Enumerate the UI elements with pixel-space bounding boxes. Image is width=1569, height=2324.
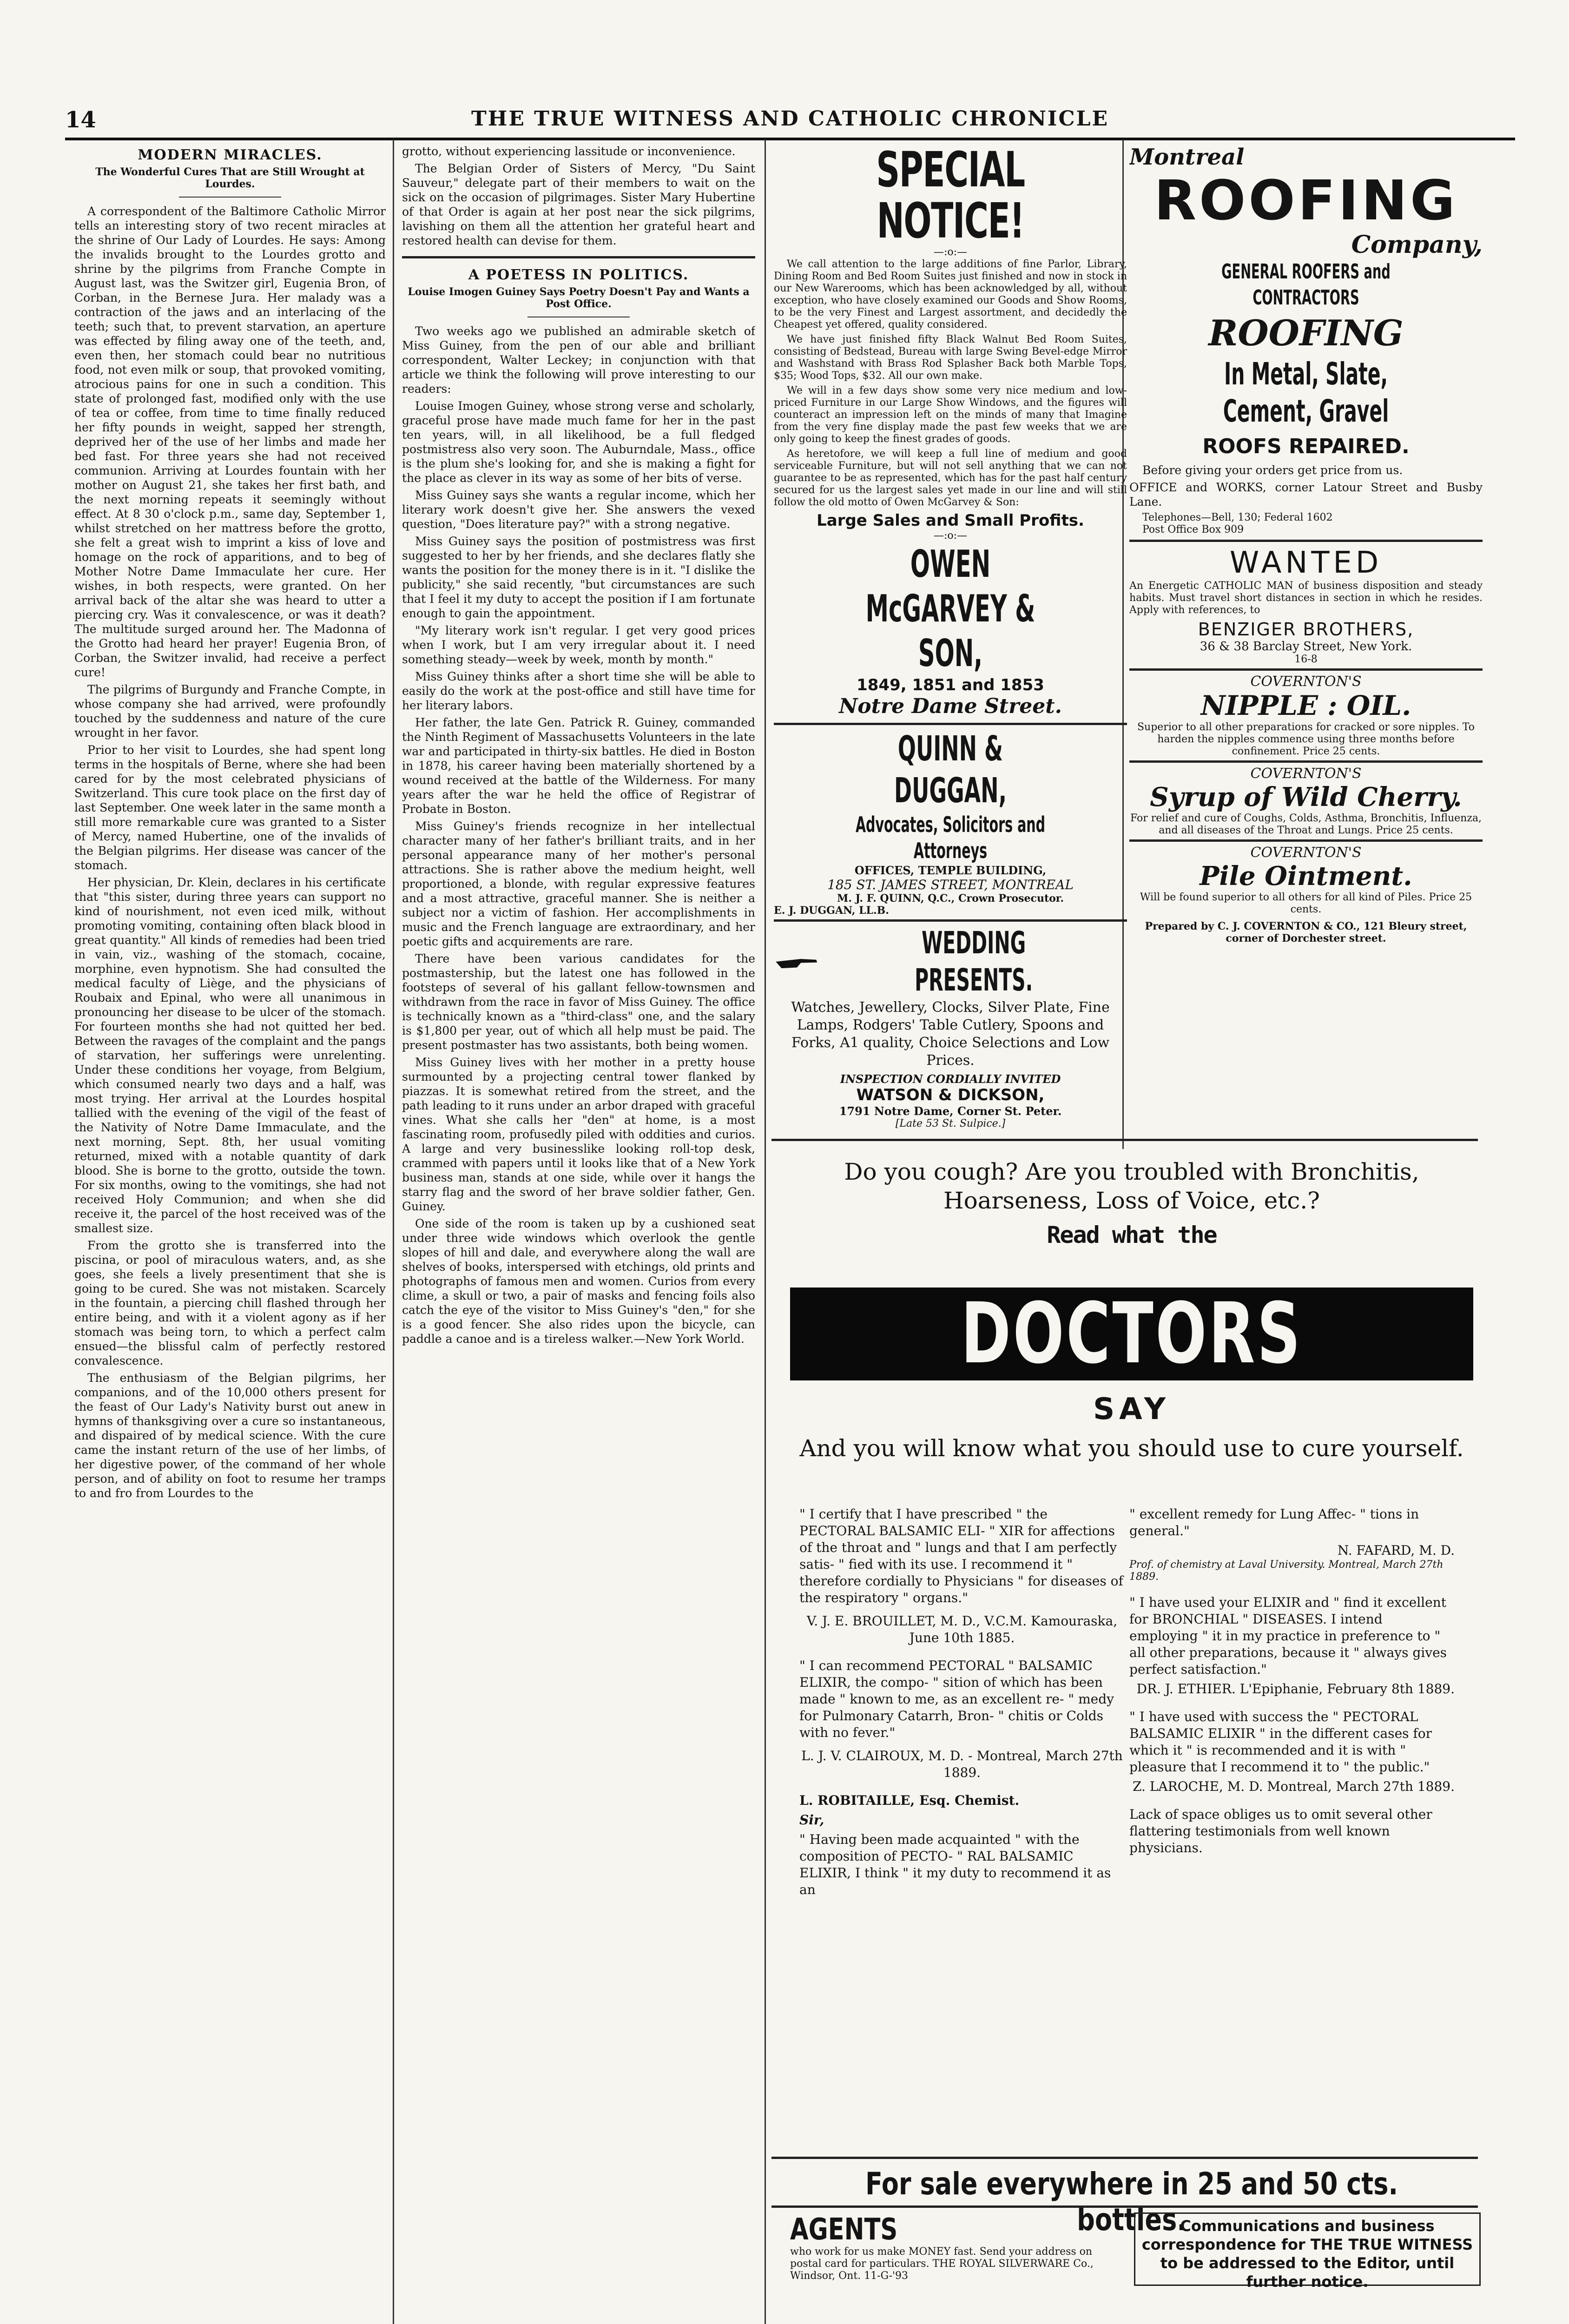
montreal-label: Montreal <box>1129 144 1245 170</box>
furniture-and-legal-ads <box>774 144 1127 1140</box>
article-heading: MODERN MIRACLES. <box>138 147 323 163</box>
telephones: Telephones—Bell, 130; Federal 1602 <box>1142 512 1333 523</box>
roofing-title: ROOFING <box>1154 168 1458 232</box>
paragraph: Miss Guiney lives with her mother in a pretty house surmounted by a projecting central tower flanked by piazzas. It is somewhat retired from the street, and the path leading to it runs under an arbor draped with graceful vines. What she calls her "den" at home, is a most fascinating room, profusedly piled with oddities and curios. A large and very businesslike looking roll-top desk, crammed with papers until it looks like that of a New York business man, stands at one side, while over it hangs the starry flag and the sword of her brave soldier father, Gen. Guiney. <box>402 1056 755 1213</box>
paragraph: Her father, the late Gen. Patrick R. Guiney, commanded the Ninth Regiment of Massachusetts Volunteers in the late war and participated in thirty-six battles. He died in Boston in 1878, his career having been materially shortened by a wound received at the battle of the Wilderness. For many years after the war he held the office of Registrar of Probate in Boston. <box>402 716 755 816</box>
communications-text: Communications and business correspondence for THE TRUE WITNESS to be addressed to the Editor, until further notice. <box>1141 2217 1473 2291</box>
paragraph: "My literary work isn't regular. I get very good prices when I work, but I am very irregular about it. I need something steady—week by week, month by month." <box>402 624 755 666</box>
notice-paragraph: We will in a few days show some very nice medium and low-priced Furniture in our Large Show Windows, and the figures will counteract an impression left on the minds of many that Imagine from the very fine display made the past few weeks that we are only going to keep the finest grades of goods. <box>774 385 1127 445</box>
benziger-address: 36 & 38 Barclay Street, New York. <box>1200 640 1412 654</box>
testimonial: " I can recommend PECTORAL " BALSAMIC ELIXIR, the compo- " sition of which has been made " known to me, as an excellent re- " medy for Pulmonary Catarrh, Bron- " chitis or Colds with no fever." <box>799 1658 1114 1740</box>
late-address: [Late 53 St. Sulpice.] <box>895 1118 1006 1129</box>
nipple-oil-text: Superior to all other preparations for cracked or sore nipples. To harden the nipples commence using three months before confinement. Price 25 cents. <box>1137 721 1475 757</box>
ad-divider <box>1129 839 1483 842</box>
paragraph: Miss Guiney thinks after a short time she will be able to easily do the work at the post-office and still have time for her literary labors. <box>402 670 755 712</box>
paragraph: A correspondent of the Baltimore Catholic Mirror tells an interesting story of two recent miracles at the shrine of Our Lady of Lourdes. He says: Among the invalids brought to the Lourdes grotto and shrine by the pilgrims from Franche Compte in August last, was the Switzer girl, Eugenia Bron, of Corban, in the Bernese Jura. Her malady was a contraction of the jaws and an interlacing of the teeth; such that, to prevent starvation, an aperture was effected by filing away one of the teeth, and, even then, her stomach could bear no nutritious food, not even milk or soup, that provoked vomiting, atrocious pains for one in such a condition. This state of prolonged fast, modified only with the use of tea or coffee, from time to time finally reduced her fifty pounds in weight, sapped her strength, deprived her of the use of her limbs and made her bed fast. For three years she had not received communion. Arriving at Lourdes fountain with her mother on August 21, she takes her first bath, and the next morning repeats it seemingly without effect. At 8 30 o'clock p.m., same day, September 1, whilst stretched on her mattress before the grotto, she felt a great wish to imprint a kiss of love and homage on the rock of apparitions, and to beg of Mother Notre Dame Immaculate her cure. Her wishes, in both respects, were granted. On her arrival back of the altar she was heard to utter a piercing cry. Was it convalescence, or was it death? The multitude surged around her. The Madonna of the Grotto had heard her prayer! Eugenia Bron, of Corban, the Switzer invalid, had receive a perfect cure! <box>74 205 386 679</box>
testimonial: " I certify that I have prescribed " the PECTORAL BALSAMIC ELI- " XIR for affections of the throat and " lungs and that I am perfectly satis- " fied with its use. I recommend it " therefore cordially to Physicians " for diseases of the respiratory " organs." <box>799 1506 1123 1605</box>
say-word: SAY <box>1093 1392 1170 1426</box>
column-divider <box>393 139 394 2324</box>
know-line: And you will know what you should use to cure yourself. <box>799 1435 1464 1462</box>
paragraph: Her physician, Dr. Klein, declares in his certificate that "this sister, during three years can support no kind of nourishment, not even iced milk, without promoting vomiting, containing often black blood in great quantity." All kinds of remedies had been tried in vain, viz., washing of the stomach, cocaine, morphine, even hypnotism. She had consulted the medical faculty of Liège, and the physicians of Roubaix and Epinal, who were all unanimous in pronouncing her disease to be ulcer of the stomach. For fourteen months she had not quitted her bed. Between the ravages of the complaint and the pangs of starvation, her sufferings were unrelenting. Under these conditions her voyage, from Belgium, which consumed nearly two days and a half, was most trying. Her arrival at the Lourdes hospital tallied with the evening of the vigil of the feast of the Nativity of Notre Dame Immaculate, and the next morning, Sept. 8th, her usual vomiting returned, mixed with a notable quantity of dark blood. She is borne to the grotto, outside the town. For six months, owing to the vomitings, she had not received Holy Communion; and when she did receive it, the parcel of the host received was of the smallest size. <box>74 876 386 1235</box>
nipple-oil-title: NIPPLE : OIL. <box>1200 690 1411 721</box>
special-notice-heading: SPECIAL NOTICE! <box>876 144 1025 249</box>
newspaper-title: THE TRUE WITNESS AND CATHOLIC CHRONICLE <box>471 107 1109 131</box>
paragraph: Miss Guiney says the position of postmistress was first suggested to her by her friends, and she declares flatly she wants the position for the money there is in it. "I dislike the publicity," she said recently, "but circumstances are such that I feel it my duty to accept the position if I am fortunate enough to gain the appointment. <box>402 535 755 620</box>
article-subheading: Louise Imogen Guiney Says Poetry Doesn't Pay and Wants a Post Office. <box>408 286 750 310</box>
advocates-line: Advocates, Solicitors and Attorneys <box>855 812 1046 863</box>
article-modern-miracles <box>74 144 386 2320</box>
ad-divider <box>774 919 1127 922</box>
testimonial: " Having been made acquainted " with the composition of PECTO- " RAL BALSAMIC ELIXIR, I think " it my duty to recommend it as an <box>799 1832 1111 1897</box>
general-roofers: GENERAL ROOFERS and CONTRACTORS <box>1221 260 1391 310</box>
column-divider <box>765 139 766 2324</box>
article-subheading: The Wonderful Cures That are Still Wrought at Lourdes. <box>95 166 365 190</box>
paragraph: Prior to her visit to Lourdes, she had spent long terms in the hospitals of Berne, where she had been cared for by the most celebrated physicians of Switzerland. This cure took place on the first day of last September. One week later in the same month a still more remarkable cure was granted to a Sister of Mercy, named Hubertine, one of the invalids of the Belgian pilgrims. Her disease was cancer of the stomach. <box>74 743 386 872</box>
ad-divider <box>1129 540 1483 542</box>
paragraph: Two weeks ago we published an admirable sketch of Miss Guiney, from the pen of our able and brilliant correspondent, Walter Leckey; in conjunction with that article we think the following will prove interesting to our readers: <box>402 324 755 396</box>
paragraph: There have been various candidates for the postmastership, but the latest one has followed in the footsteps of several of his gallant fellow-townsmen and withdrawn from the race in favor of Miss Guiney. The office is technically known as a "third-class" one, and the salary is $1,800 per year, out of which all help must be paid. The present postmaster has two assistants, both being women. <box>402 952 755 1052</box>
notice-paragraph: As heretofore, we will keep a full line of medium and good serviceable Furniture, but will not sell anything that we can not guarantee to be as represented, which has for the past half century secured for us the largest sales yet made in our line and will still follow the old motto of Owen McGarvey & Son: <box>774 448 1127 508</box>
testimonials-left <box>799 1506 1125 1898</box>
wanted-heading: WANTED <box>1229 546 1383 580</box>
covernton-prepared: Prepared by C. J. COVERNTON & CO., 121 Bleury street, corner of Dorchester street. <box>1145 920 1467 944</box>
doctors-banner <box>790 1287 1473 1380</box>
doctors-question: Do you cough? Are you troubled with Bronchitis, Hoarseness, Loss of Voice, etc.? <box>844 1158 1419 1214</box>
wanted-text: An Energetic CATHOLIC MAN of business disposition and steady habits. Must travel short distances in section in which he resides. Apply with references, to <box>1129 580 1483 616</box>
addressee: L. ROBITAILLE, Esq. Chemist. <box>799 1793 1020 1808</box>
doctors-word: DOCTORS <box>961 1285 1303 1382</box>
company-label: Company, <box>1351 231 1483 259</box>
testimonial-signature: Z. LAROCHE, M. D. Montreal, March 27th 1889. <box>1133 1779 1455 1794</box>
page-header <box>65 107 1515 135</box>
wedding-text: Watches, Jewellery, Clocks, Silver Plate, Fine Lamps, Rodgers' Table Cutlery, Spoons and Forks, A1 quality, Choice Selections and Low Prices. <box>791 999 1110 1069</box>
salutation: Sir, <box>799 1812 824 1828</box>
ad-divider <box>771 1139 1478 1141</box>
pointing-hand-icon <box>774 950 820 973</box>
ad-divider <box>774 723 1127 725</box>
testimonial-signature: V. J. E. BROUILLET, M. D., V.C.M. Kamouraska, June 10th 1885. <box>806 1613 1118 1645</box>
notice-paragraph: We have just finished fifty Black Walnut Bed Room Suites, consisting of Bedstead, Bureau with large Swing Bevel-edge Mirror and Washstand with Brass Rod Splasher Back both Marble Tops, $35; Wood Tops, $32. All our own make. <box>774 334 1127 382</box>
offices-line: OFFICES, TEMPLE BUILDING, <box>854 864 1047 877</box>
paragraph: From the grotto she is transferred into the piscina, or pool of miraculous waters, and, as she goes, she feels a lively presentiment that she is going to be cured. She was not mistaken. Scarcely in the fountain, a piercing chill flashed through her entire being, and with it a violent agony as if her stomach was being torn, to which a perfect calm ensued—the blissful calm of perfectly restored convalescence. <box>74 1239 386 1367</box>
benziger-ref: 16-8 <box>1294 654 1318 665</box>
ad-divider <box>1129 760 1483 763</box>
wild-cherry-text: For relief and cure of Coughs, Colds, Asthma, Bronchitis, Influenza, and all diseases of the Throat and Lungs. Price 25 cents. <box>1130 812 1482 836</box>
testimonial: " excellent remedy for Lung Affec- " tions in general." <box>1129 1506 1419 1538</box>
street: Notre Dame Street. <box>839 694 1062 718</box>
covernton-label: COVERNTON'S <box>1250 766 1362 782</box>
divider-mark: —:o:— <box>933 246 968 258</box>
paragraph: Miss Guiney says she wants a regular income, which her literary work doesn't give her. She answers the vexed question, "Does literature pay?" with a strong negative. <box>402 489 755 531</box>
covernton-label: COVERNTON'S <box>1250 673 1362 690</box>
closing-note: Lack of space obliges us to omit several other flattering testimonials from well known physicians. <box>1129 1807 1432 1855</box>
paragraph: The pilgrims of Burgundy and Franche Compte, in whose company she had arrived, were profoundly touched by the suddenness and nature of the cure wrought in her favor. <box>74 683 386 739</box>
ad-divider <box>1129 668 1483 671</box>
owen-mcgarvey-name: OWEN McGARVEY & SON, <box>865 542 1035 675</box>
inspection-line: INSPECTION CORDIALLY INVITED <box>840 1072 1061 1086</box>
pile-ointment-title: Pile Ointment. <box>1200 861 1412 891</box>
testimonial: " I have used with success the " PECTORAL BALSAMIC ELIXIR " in the different cases for which it " is recommended and it is with " pleasure that I recommend it to " the public." <box>1129 1709 1432 1775</box>
agents-text: who work for us make MONEY fast. Send your address on postal card for particulars. THE ROYAL SILVERWARE Co., Windsor, Ont. 11-G-'93 <box>790 2246 1094 2282</box>
motto: Large Sales and Small Profits. <box>817 511 1084 530</box>
years: 1849, 1851 and 1853 <box>857 676 1044 694</box>
testimonial-affiliation: Prof. of chemistry at Laval University. Montreal, March 27th 1889. <box>1129 1559 1444 1583</box>
for-sale-line: For sale everywhere in 25 and 50 cts. bottles. <box>865 2166 1398 2238</box>
doctors-ad-header <box>790 1157 1473 1248</box>
testimonial-signature: DR. J. ETHIER. L'Epiphanie, February 8th 1889. <box>1136 1681 1455 1697</box>
paragraph: The Belgian Order of Sisters of Mercy, "Du Saint Sauveur," delegate part of their members to wait on the sick on the occasion of pilgrimages. Sister Mary Hubertine of that Order is again at her post near the sick pilgrims, lavishing on them all the attention her grateful heart and restored health can devise for them. <box>402 162 755 247</box>
quinn-duggan-name: QUINN & DUGGAN, <box>894 729 1007 811</box>
pile-ointment-text: Will be found superior to all others for all kind of Piles. Price 25 cents. <box>1140 891 1472 915</box>
post-office-box: Post Office Box 909 <box>1142 524 1244 535</box>
testimonial: " I have used your ELIXIR and " find it excellent for BRONCHIAL " DISEASES. I intend employing " it in my practice in preference to " all other preparations, because it " always gives perfect satisfaction." <box>1129 1595 1447 1677</box>
paragraph: grotto, without experiencing lassitude or inconvenience. <box>402 145 736 158</box>
agents-ad <box>790 2212 1125 2282</box>
address-line: 185 ST. JAMES STREET, MONTREAL <box>827 877 1074 892</box>
read-what-the: Read what the <box>1047 1221 1217 1248</box>
page-number: 14 <box>65 107 96 133</box>
ad-divider <box>771 2157 1478 2159</box>
roofs-repaired: ROOFS REPAIRED. <box>1202 435 1410 458</box>
header-rule <box>65 138 1515 140</box>
article-heading: A POETESS IN POLITICS. <box>468 267 689 283</box>
watson-dickson-name: WATSON & DICKSON, <box>856 1086 1045 1104</box>
separator <box>179 197 281 198</box>
agents-word: AGENTS <box>790 2212 898 2247</box>
testimonial-signature: L. J. V. CLAIROUX, M. D. - Montreal, March 27th 1889. <box>801 1748 1123 1780</box>
roofing-subtitle: ROOFING <box>1208 312 1404 354</box>
paragraph: Miss Guiney's friends recognize in her intellectual character many of her father's brilliant traits, and in her personal appearance many of her mother's personal attractions. She is rather above the medium height, well proportioned, a blonde, with regular expressive features and a most attractive, graceful manner. She is neither a subject nor a victim of fashion. Her accomplishments in music and the French language are extraordinary, and her poetic gifts and acquirements are rare. <box>402 819 755 948</box>
paragraph: One side of the room is taken up by a cushioned seat under three wide windows which overlook the gentle slopes of hill and dale, and everywhere along the wall are shelves of books, interspersed with etchings, old prints and photographs of famous men and women. Curios from every clime, a skull or two, a pair of masks and fencing foils also catch the eye of the visitor to Miss Guiney's "den," for she is a good fencer. She also rides upon the bicycle, can paddle a canoe and is a tireless walker.—New York World. <box>402 1217 755 1346</box>
wild-cherry-title: Syrup of Wild Cherry. <box>1150 782 1462 812</box>
wedding-presents-heading: WEDDING PRESENTS. <box>914 925 1033 998</box>
testimonials-right <box>1129 1506 1455 1856</box>
roofing-paragraph: Before giving your orders get price from us. <box>1142 463 1403 477</box>
wedding-heading-row <box>774 924 1127 999</box>
article-divider <box>402 256 755 258</box>
roofing-office: OFFICE and WORKS, corner Latour Street and Busby Lane. <box>1129 481 1483 508</box>
covernton-label: COVERNTON'S <box>1250 845 1362 861</box>
partner-2: E. J. DUGGAN, LL.B. <box>774 905 889 917</box>
partner-1: M. J. F. QUINN, Q.C., Crown Prosecutor. <box>837 892 1064 905</box>
testimonial-signature: N. FAFARD, M. D. <box>1337 1543 1455 1558</box>
benziger-name: BENZIGER BROTHERS, <box>1198 619 1414 640</box>
paragraph: Louise Imogen Guiney, whose strong verse and scholarly, graceful prose have made much fame for her in the past ten years, will, in all likelihood, be a full fledged postmistress also very soon. The Auburndale, Mass., office is the plum she's looking for, and she is making a fight for the place as clever in its way as some of her bits of verse. <box>402 399 755 485</box>
communications-notice <box>1134 2212 1481 2291</box>
paragraph: The enthusiasm of the Belgian pilgrims, her companions, and of the 10,000 others present for the feast of Our Lady's Nativity burst out anew in hymns of thanksgiving over a cure so instantaneous, and dispaired of by medical science. With the cure came the instant return of the use of her limbs, of her digestive power, of the command of her whole person, and of ability on foot to resume her tramps to and fro from Lourdes to the <box>74 1371 386 1500</box>
notice-paragraph: We call attention to the large additions of fine Parlor, Library, Dining Room and Bed Room Suites just finished and now in stock in our New Warerooms, which has been acknowledged by all, without exception, who have closely examined our Goods and Show Rooms, to be the very Finest and Largest assortment, and decidedly the Cheapest yet offered, quality considered. <box>774 258 1127 330</box>
ad-divider <box>771 2205 1478 2208</box>
divider-mark: —:o:— <box>933 530 968 541</box>
watson-address: 1791 Notre Dame, Corner St. Peter. <box>839 1104 1062 1118</box>
roofing-and-remedy-ads <box>1129 144 1483 1140</box>
roofing-materials: In Metal, Slate, Cement, Gravel <box>1223 356 1389 429</box>
article-column-2 <box>402 144 755 2320</box>
